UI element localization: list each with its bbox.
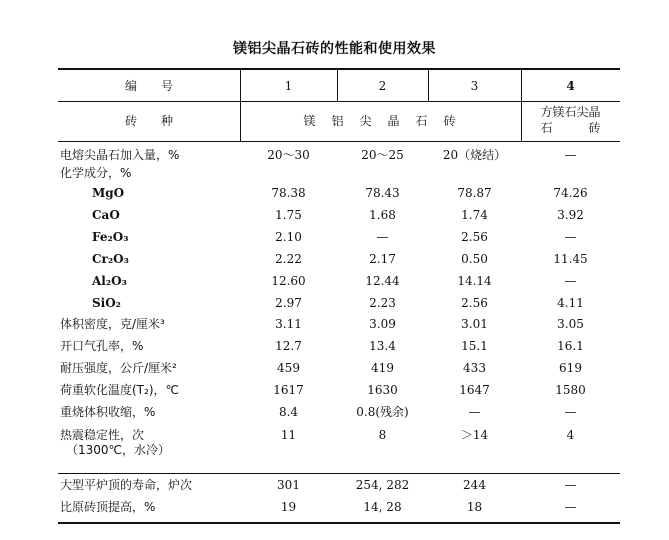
row-label: 化学成分，% — [60, 166, 132, 180]
table-cell: — — [376, 230, 389, 244]
header-col-2: 2 — [378, 79, 387, 93]
table-cell: 16.1 — [557, 339, 584, 353]
table-cell: 8 — [378, 428, 387, 442]
table-cell: 1630 — [367, 383, 398, 397]
table-cell: 254, 282 — [355, 478, 410, 492]
table-cell: 74.26 — [553, 186, 588, 200]
header-col-1: 1 — [284, 79, 293, 93]
row-label: 耐压强度，公斤/厘米² — [60, 361, 177, 375]
table-cell: 14.14 — [457, 274, 492, 288]
table-cell: — — [564, 148, 577, 162]
table-cell: 78.38 — [271, 186, 306, 200]
row-label: CaO — [92, 208, 120, 222]
table-cell: 20～30 — [267, 148, 310, 162]
row-label: 开口气孔率，% — [60, 339, 144, 353]
table-cell: 18 — [466, 500, 483, 514]
row-label: MgO — [92, 186, 125, 200]
table-cell: 13.4 — [369, 339, 396, 353]
table-cell: 1.68 — [369, 208, 396, 222]
table-cell: 2.23 — [369, 296, 396, 310]
table-cell: — — [564, 230, 577, 244]
table-cell: 3.01 — [461, 317, 488, 331]
table-cell: 15.1 — [461, 339, 488, 353]
row-label: 比原砖顶提高，% — [60, 500, 156, 514]
table-cell: 3.92 — [557, 208, 584, 222]
table-cell: — — [564, 405, 577, 419]
header-brick-type-label: 砖 种 — [124, 114, 173, 128]
table-cell: 19 — [280, 500, 297, 514]
table-cell: 12.7 — [275, 339, 302, 353]
table-cell: 78.43 — [365, 186, 400, 200]
bottom-rule — [58, 522, 620, 524]
table-cell: 3.09 — [369, 317, 396, 331]
row-label: Fe₂O₃ — [92, 230, 129, 244]
table-cell: 4.11 — [557, 296, 584, 310]
table-cell: 20～25 — [361, 148, 404, 162]
table-cell: 1647 — [459, 383, 490, 397]
row-label: 大型平炉顶的寿命，炉次 — [60, 478, 193, 492]
table-cell: 2.56 — [461, 296, 488, 310]
table-cell: 0.50 — [461, 252, 488, 266]
table-cell: 244 — [463, 478, 486, 492]
table-cell: 1.75 — [275, 208, 302, 222]
table-cell: 4 — [566, 428, 575, 442]
table-cell: ＞14 — [460, 428, 489, 442]
table-cell: 1580 — [555, 383, 586, 397]
table-cell: 2.56 — [461, 230, 488, 244]
table-cell: 20（烧结） — [442, 148, 507, 162]
row-label: 重烧体积收缩，% — [60, 405, 156, 419]
table-cell: 0.8(残余) — [356, 405, 409, 419]
row-label: SiO₂ — [92, 296, 121, 310]
table-cell: — — [468, 405, 481, 419]
table-cell: — — [564, 500, 577, 514]
table-cell: 1.74 — [461, 208, 488, 222]
table-cell: 11 — [280, 428, 297, 442]
table-cell: 433 — [463, 361, 486, 375]
table-cell: 3.11 — [275, 317, 302, 331]
header-brick-span: 镁 铝 尖 晶 石 砖 — [303, 114, 458, 128]
header-col4-line2: 石 砖 — [540, 121, 601, 135]
row-label: Cr₂O₃ — [92, 252, 129, 266]
row-label: 电熔尖晶石加入量，% — [60, 148, 180, 162]
table-cell: 12.44 — [365, 274, 400, 288]
table-cell: 2.17 — [369, 252, 396, 266]
table-cell: 12.60 — [271, 274, 306, 288]
table-cell: 2.10 — [275, 230, 302, 244]
table-cell: 459 — [277, 361, 300, 375]
header-col-4: 4 — [566, 79, 575, 93]
table-cell: 1617 — [273, 383, 304, 397]
table-cell: — — [564, 274, 577, 288]
table-cell: 14, 28 — [363, 500, 402, 514]
table-cell: 619 — [559, 361, 582, 375]
row-label: 热震稳定性，次 — [60, 428, 145, 442]
header-divider — [58, 101, 620, 102]
table-cell: 2.97 — [275, 296, 302, 310]
header-col-3: 3 — [470, 79, 479, 93]
table-cell: 301 — [277, 478, 300, 492]
row-label-line2: （1300℃，水冷） — [66, 443, 171, 457]
section-divider — [58, 473, 620, 474]
table-cell: 78.87 — [457, 186, 492, 200]
table-cell: 419 — [371, 361, 394, 375]
header-bottom-rule — [58, 141, 620, 142]
table-cell: 11.45 — [553, 252, 588, 266]
row-label: 体积密度，克/厘米³ — [60, 317, 165, 331]
table-cell: 3.05 — [557, 317, 584, 331]
table-cell: 2.22 — [275, 252, 302, 266]
table-title: 镁铝尖晶石砖的性能和使用效果 — [233, 41, 436, 57]
header-number-label: 编 号 — [124, 79, 173, 93]
row-label: 荷重软化温度(T₂)，℃ — [60, 383, 179, 397]
table-cell: — — [564, 478, 577, 492]
row-label: Al₂O₃ — [92, 274, 127, 288]
table-cell: 8.4 — [278, 405, 299, 419]
top-rule — [58, 68, 620, 70]
header-col4-line1: 方镁石尖晶 — [540, 105, 601, 119]
